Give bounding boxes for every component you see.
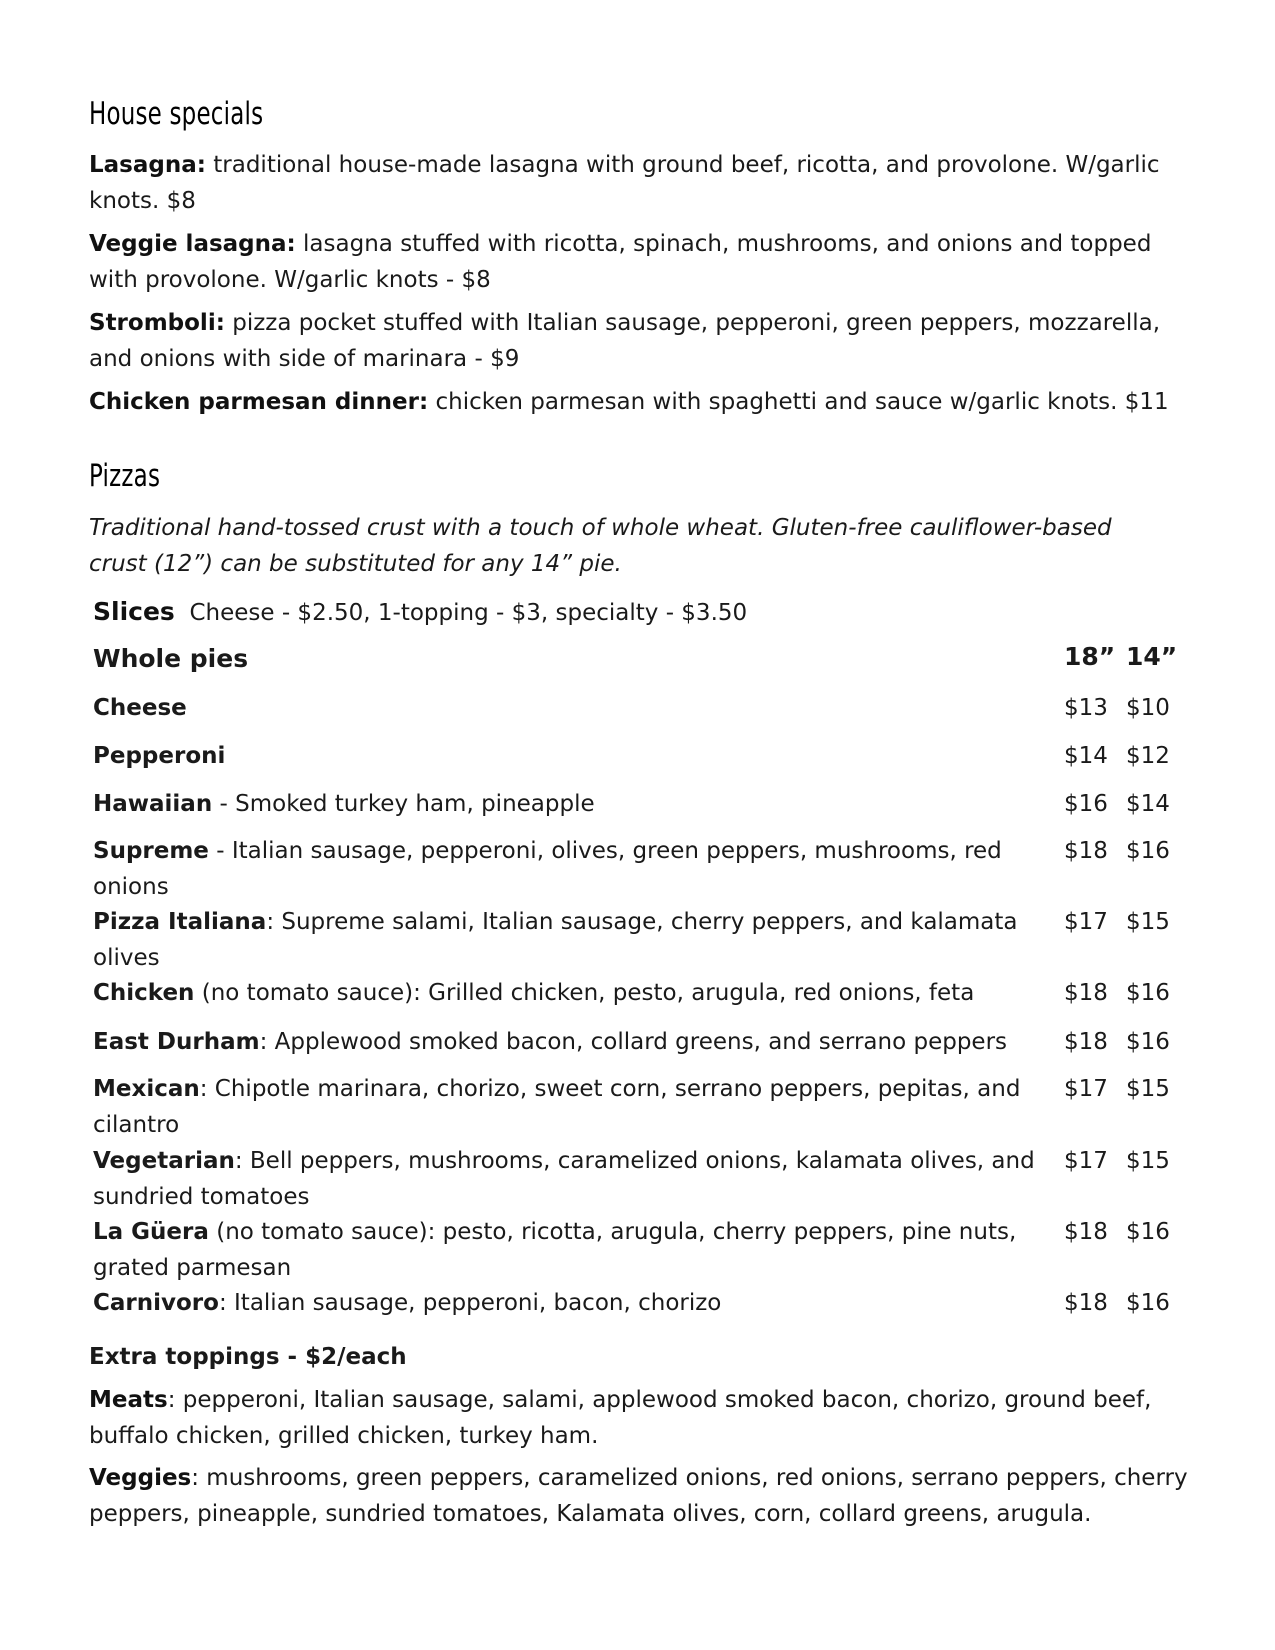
pie-name: East Durham — [93, 1029, 260, 1055]
pie-name: Carnivoro — [93, 1290, 219, 1316]
pie-name: La Güera — [93, 1219, 209, 1245]
price-14: $14 — [1126, 791, 1170, 817]
pie-name: Vegetarian — [93, 1148, 235, 1174]
pie-desc — [93, 1024, 1043, 1060]
pie-desc — [93, 690, 1043, 726]
house-specials-heading: House specials — [89, 96, 264, 132]
special-name: Lasagna: — [89, 152, 206, 178]
price-18: $18 — [1064, 838, 1108, 864]
price-14: $16 — [1126, 1029, 1170, 1055]
price-18: $17 — [1064, 1148, 1108, 1174]
pie-name: Pizza Italiana — [93, 909, 267, 935]
pie-desc — [93, 1071, 1043, 1143]
price-14: $16 — [1126, 980, 1170, 1006]
price-14: $15 — [1126, 1076, 1170, 1102]
pie-detail: : Applewood smoked bacon, collard greens, and serrano peppers — [259, 1029, 1008, 1055]
pizzas-heading: Pizzas — [89, 458, 161, 494]
price-14: $16 — [1126, 1219, 1170, 1245]
special-desc: pizza pocket stuffed with Italian sausage, pepperoni, green peppers, mozzarella, and onions with side of marinara - $9 — [89, 310, 1161, 372]
special-item-veggie-lasagna — [89, 226, 1199, 298]
extra-toppings-meats — [89, 1382, 1199, 1454]
price-14: $15 — [1126, 909, 1170, 935]
whole-pies-label: Whole pies — [93, 644, 249, 673]
pie-name: Supreme — [93, 838, 209, 864]
pie-desc — [93, 1285, 1043, 1321]
pie-detail: : Supreme salami, Italian sausage, cherry peppers, and kalamata olives — [93, 909, 1018, 971]
pie-detail: (no tomato sauce): pesto, ricotta, arugula, cherry peppers, pine nuts, grated parmesan — [93, 1219, 1017, 1281]
pie-desc — [93, 738, 1043, 774]
price-14: $16 — [1126, 838, 1170, 864]
slices-label: Slices — [93, 597, 175, 626]
price-14: $12 — [1126, 743, 1170, 769]
special-name: Stromboli: — [89, 310, 225, 336]
price-18: $18 — [1064, 1219, 1108, 1245]
pie-desc — [93, 1214, 1043, 1286]
price-14: $16 — [1126, 1290, 1170, 1316]
pie-name: Pepperoni — [93, 743, 226, 769]
veggies-label: Veggies — [89, 1465, 192, 1491]
extra-toppings-heading: Extra toppings - $2/each — [89, 1344, 407, 1370]
special-name: Veggie lasagna: — [89, 231, 296, 257]
slices-text: Cheese - $2.50, 1-topping - $3, specialty - $3.50 — [189, 600, 748, 626]
pie-desc — [93, 833, 1043, 905]
pie-name: Cheese — [93, 695, 187, 721]
special-desc: lasagna stuffed with ricotta, spinach, mushrooms, and onions and topped with provolone. W/garlic knots - $8 — [89, 231, 1152, 293]
price-18: $16 — [1064, 791, 1108, 817]
pie-detail: (no tomato sauce): Grilled chicken, pesto, arugula, red onions, feta — [194, 980, 975, 1006]
pie-name: Chicken — [93, 980, 195, 1006]
special-name: Chicken parmesan dinner: — [89, 389, 429, 415]
price-18: $13 — [1064, 695, 1108, 721]
veggies-text: : mushrooms, green peppers, caramelized onions, red onions, serrano peppers, cherry peppers, pineapple, sundried tomatoes, Kalamata olives, corn, collard greens, arugula. — [89, 1465, 1188, 1527]
price-18: $14 — [1064, 743, 1108, 769]
size-18-header: 18” — [1064, 642, 1116, 671]
pie-detail: : Bell peppers, mushrooms, caramelized onions, kalamata olives, and sundried tomatoes — [93, 1148, 1035, 1210]
pie-desc — [93, 786, 1043, 822]
pie-detail: : Chipotle marinara, chorizo, sweet corn, serrano peppers, pepitas, and cilantro — [93, 1076, 1021, 1138]
special-item-lasagna — [89, 147, 1199, 219]
special-item-chicken-parmesan — [89, 384, 1269, 420]
meats-label: Meats — [89, 1387, 168, 1413]
price-14: $15 — [1126, 1148, 1170, 1174]
pie-name: Mexican — [93, 1076, 200, 1102]
price-18: $18 — [1064, 980, 1108, 1006]
price-18: $18 — [1064, 1290, 1108, 1316]
price-14: $10 — [1126, 695, 1170, 721]
special-desc: chicken parmesan with spaghetti and sauce w/garlic knots. $11 — [428, 389, 1169, 415]
price-18: $18 — [1064, 1029, 1108, 1055]
price-18: $17 — [1064, 1076, 1108, 1102]
special-desc: traditional house-made lasagna with ground beef, ricotta, and provolone. W/garlic knots. $8 — [89, 152, 1160, 214]
pie-desc — [93, 904, 1043, 976]
pie-desc — [93, 975, 1043, 1011]
pie-detail: : Italian sausage, pepperoni, bacon, chorizo — [218, 1290, 722, 1316]
extra-toppings-veggies — [89, 1460, 1199, 1532]
special-item-stromboli — [89, 305, 1199, 377]
size-14-header: 14” — [1126, 642, 1178, 671]
pie-detail: - Italian sausage, pepperoni, olives, green peppers, mushrooms, red onions — [93, 838, 1002, 900]
slices-line — [93, 594, 1203, 631]
pie-desc — [93, 1143, 1043, 1215]
price-18: $17 — [1064, 909, 1108, 935]
meats-text: : pepperoni, Italian sausage, salami, applewood smoked bacon, chorizo, ground beef, buffalo chicken, grilled chicken, turkey ham. — [89, 1387, 1152, 1449]
pizzas-intro: Traditional hand-tossed crust with a touch of whole wheat. Gluten-free cauliflower-based crust (12”) can be substituted for any 14” pie. — [89, 515, 1112, 577]
pie-name: Hawaiian — [93, 791, 213, 817]
pie-detail: - Smoked turkey ham, pineapple — [212, 791, 595, 817]
